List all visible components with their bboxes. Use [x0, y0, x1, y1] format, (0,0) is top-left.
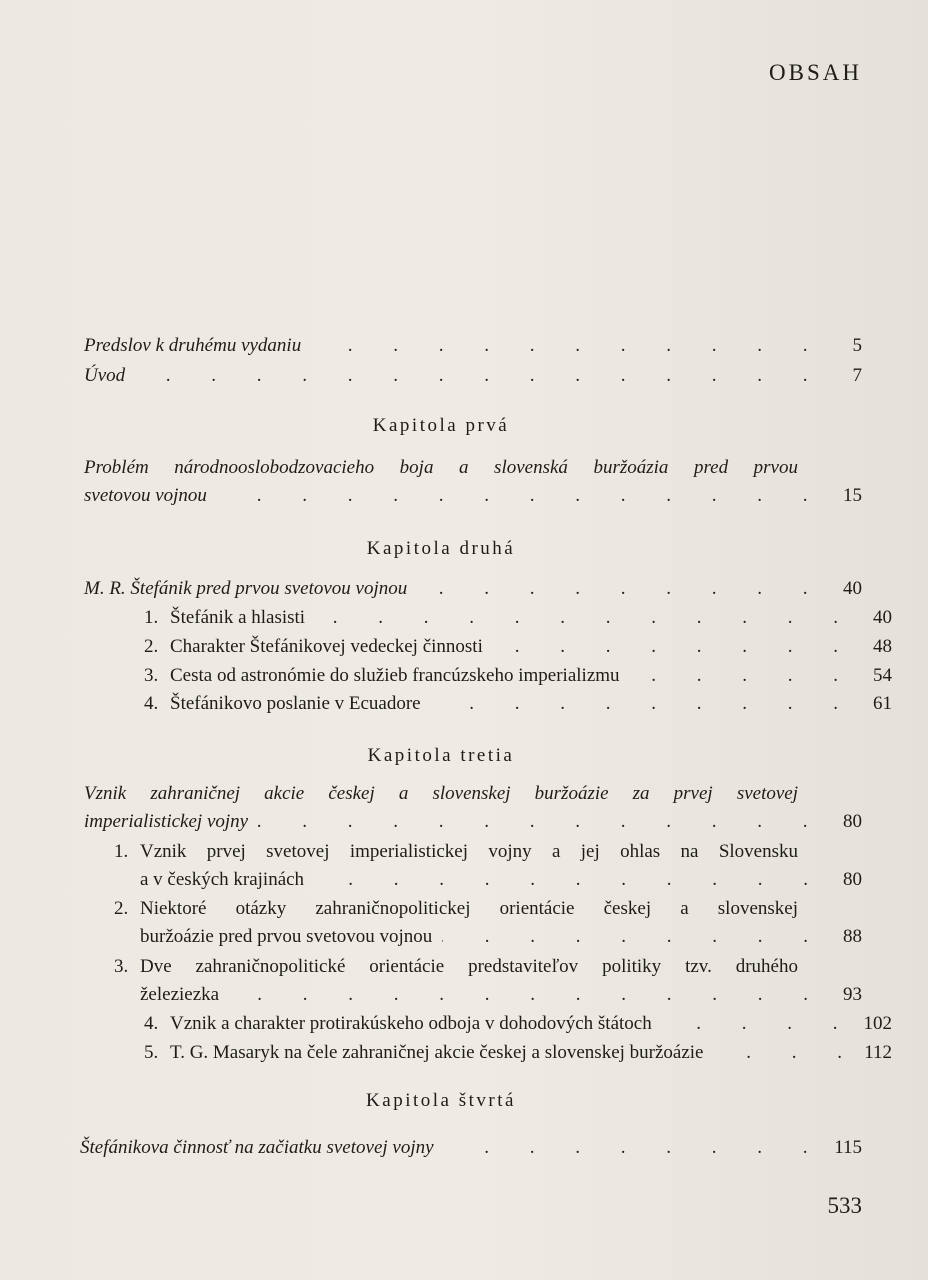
- toc-subentry: [114, 604, 892, 632]
- toc-entry-line: Problém národnooslobodzovacieho boja a slovenská buržoázia pred prvou: [84, 457, 798, 478]
- toc-entry-predslov: [84, 332, 862, 360]
- toc-subentry: [114, 895, 798, 923]
- toc-subentry: [114, 1010, 892, 1038]
- toc-subentry-number: 1.: [144, 607, 159, 628]
- toc-subentry-number: 3.: [114, 956, 129, 977]
- toc-subentry: [114, 953, 798, 981]
- dot-leader: [135, 362, 826, 390]
- toc-subentry-page: 88: [843, 926, 862, 947]
- dot-leader: [708, 1039, 861, 1067]
- toc-entry-title: Štefánikova činnosť na začiatku svetovej vojny: [80, 1137, 434, 1158]
- dot-leader: [431, 690, 856, 718]
- toc-entry-chapter-1-cont: [84, 482, 862, 510]
- toc-subentry-cont: [140, 981, 862, 1009]
- toc-subentry-title: T. G. Masaryk na čele zahraničnej akcie českej a slovenskej buržoázie: [170, 1042, 704, 1063]
- toc-subentry-page: 61: [873, 693, 892, 714]
- toc-subentry-line: a v českých krajinách: [140, 869, 305, 890]
- toc-entry-chapter-2: [84, 575, 862, 603]
- toc-subentry: [114, 662, 892, 690]
- toc-subentry: [114, 690, 892, 718]
- dot-leader: [315, 604, 856, 632]
- toc-entry-chapter-4: [80, 1134, 862, 1162]
- dot-leader: [314, 866, 826, 894]
- dot-leader: [229, 981, 826, 1009]
- toc-subentry-line: železiezka: [140, 984, 220, 1005]
- dot-leader: [417, 575, 826, 603]
- toc-subentry-page: 80: [843, 869, 862, 890]
- toc-subentry-number: 4.: [144, 693, 159, 714]
- toc-subentry-line: Niektoré otázky zahraničnopolitickej orientácie českej a slovenskej: [140, 898, 798, 919]
- toc-subentry-line: Vznik prvej svetovej imperialistickej vojny a jej ohlas na Slovensku: [140, 841, 798, 862]
- chapter-heading-1: Kapitola prvá: [372, 415, 510, 436]
- toc-entry-uvod: [84, 362, 862, 390]
- toc-subentry-number: 5.: [144, 1042, 159, 1063]
- toc-subentry-line: Dve zahraničnopolitické orientácie predstaviteľov politiky tzv. druhého: [140, 956, 798, 977]
- toc-entry-line: svetovou vojnou: [84, 485, 207, 506]
- toc-subentry-title: Charakter Štefánikovej vedeckej činnosti: [170, 636, 483, 657]
- toc-entry-page: 7: [852, 365, 862, 386]
- dot-leader: [662, 1010, 856, 1038]
- page-heading: OBSAH: [769, 60, 862, 85]
- toc-subentry-number: 2.: [114, 898, 129, 919]
- toc-entry-page: 80: [843, 811, 862, 832]
- dot-leader: [442, 923, 826, 951]
- toc-entry-chapter-3-cont: [84, 808, 862, 836]
- page-number: 533: [827, 1193, 862, 1218]
- dot-leader: [444, 1134, 826, 1162]
- dot-leader: [311, 332, 826, 360]
- toc-entry-page: 115: [834, 1137, 862, 1158]
- toc-entry-title: Predslov k druhému vydaniu: [84, 335, 302, 356]
- toc-subentry-page: 54: [873, 665, 892, 686]
- toc-entry-line: imperialistickej vojny: [84, 811, 249, 832]
- chapter-heading-2: Kapitola druhá: [366, 538, 516, 559]
- toc-entry-page: 5: [852, 335, 862, 356]
- toc-subentry-page: 112: [864, 1042, 892, 1063]
- toc-subentry: [114, 838, 798, 866]
- toc-entry-chapter-1: [84, 454, 798, 482]
- toc-subentry-title: Vznik a charakter protirakúskeho odboja v dohodových štátoch: [170, 1013, 652, 1034]
- toc-subentry: [114, 1039, 892, 1067]
- toc-subentry-number: 3.: [144, 665, 159, 686]
- toc-subentry: [114, 633, 892, 661]
- dot-leader: [493, 633, 856, 661]
- toc-subentry-title: Štefánikovo poslanie v Ecuadore: [170, 693, 421, 714]
- chapter-heading-4: Kapitola štvrtá: [366, 1090, 516, 1111]
- dot-leader: [258, 808, 826, 836]
- toc-subentry-page: 93: [843, 984, 862, 1005]
- toc-subentry-number: 2.: [144, 636, 159, 657]
- toc-entry-title: Úvod: [84, 365, 126, 386]
- toc-entry-chapter-3: [84, 780, 798, 808]
- dot-leader: [630, 662, 856, 690]
- toc-subentry-cont: [140, 923, 862, 951]
- toc-entry-page: 40: [843, 578, 862, 599]
- toc-entry-page: 15: [843, 485, 862, 506]
- toc-entry-line: Vznik zahraničnej akcie českej a slovenskej buržoázie za prvej svetovej: [84, 783, 798, 804]
- toc-subentry-number: 4.: [144, 1013, 159, 1034]
- toc-subentry-page: 48: [873, 636, 892, 657]
- toc-subentry-title: Štefánik a hlasisti: [170, 607, 306, 628]
- toc-subentry-number: 1.: [114, 841, 129, 862]
- dot-leader: [217, 482, 826, 510]
- toc-entry-title: M. R. Štefánik pred prvou svetovou vojnou: [84, 578, 408, 599]
- toc-subentry-page: 40: [873, 607, 892, 628]
- toc-subentry-title: Cesta od astronómie do služieb francúzskeho imperializmu: [170, 665, 620, 686]
- toc-subentry-line: buržoázie pred prvou svetovou vojnou: [140, 926, 433, 947]
- chapter-heading-3: Kapitola tretia: [367, 745, 515, 766]
- toc-subentry-page: 102: [863, 1013, 892, 1034]
- toc-subentry-cont: [140, 866, 862, 894]
